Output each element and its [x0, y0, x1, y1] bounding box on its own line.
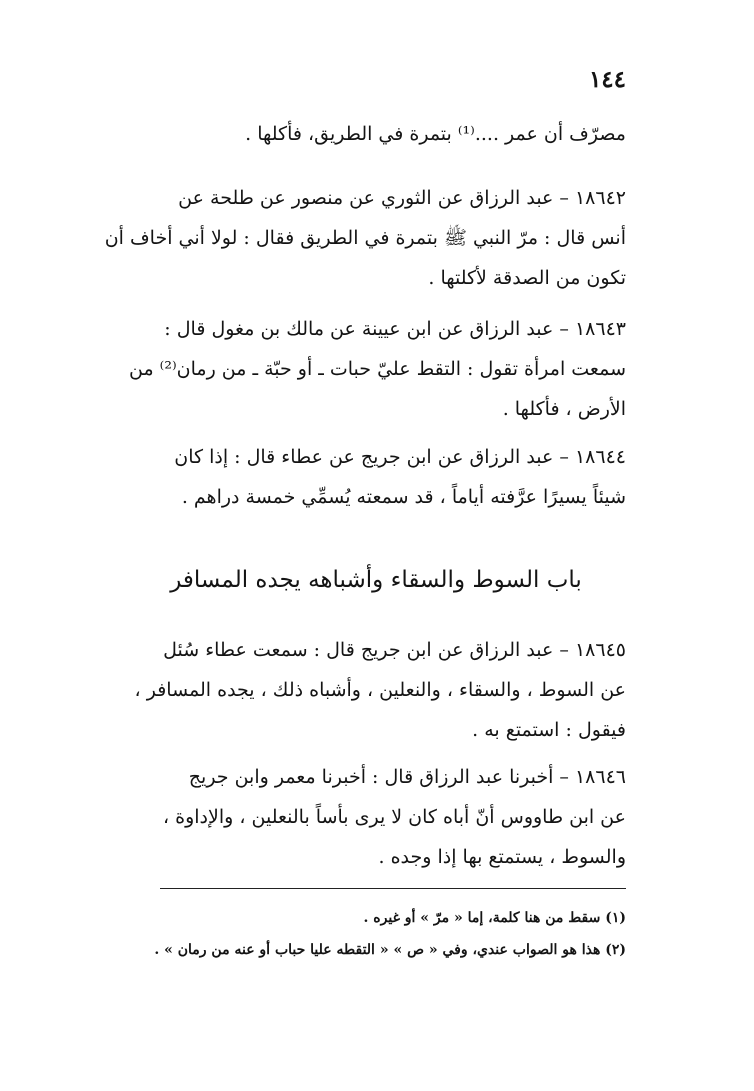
paragraph-18645	[126, 630, 626, 750]
paragraph-18643	[126, 309, 626, 429]
text-line: ١٨٦٤٣ – عبد الرزاق عن ابن عيينة عن مالك بن مغول قال :	[164, 318, 626, 340]
text-line: فيقول : استمتع به .	[472, 719, 626, 741]
text-line: عن السوط ، والسقاء ، والنعلين ، وأشباه ذلك ، يجده المسافر ،	[134, 679, 626, 701]
paragraph-18642	[104, 178, 626, 298]
text-line: سمعت امرأة تقول : التقط عليّ حبات ـ أو حبّة ـ من رمان⁽²⁾ من	[129, 358, 626, 380]
text-line: ١٨٦٤٥ – عبد الرزاق عن ابن جريج قال : سمعت عطاء سُئل	[163, 639, 626, 661]
paragraph-18646	[126, 757, 626, 877]
paragraph-continuation	[126, 114, 626, 154]
footnote-divider	[160, 888, 626, 889]
text-line: تكون من الصدقة لأكلتها .	[428, 267, 626, 289]
paragraph-18644	[126, 437, 626, 517]
text-line: شيئاً يسيرًا عرَّفته أياماً ، قد سمعته يُسمِّي خمسة دراهم .	[181, 486, 626, 508]
footnote-1: (١) سقط من هنا كلمة، إما « مرّ » أو غيره .	[363, 910, 626, 926]
text-line: أنس قال : مرّ النبي ﷺ بتمرة في الطريق فقال : لولا أني أخاف أن	[104, 227, 626, 249]
text-line: مصرّف أن عمر ....⁽¹⁾ بتمرة في الطريق، فأكلها .	[245, 123, 626, 145]
page-number: ١٤٤	[588, 66, 626, 93]
chapter-heading: باب السوط والسقاء وأشباهه يجده المسافر	[170, 567, 582, 593]
text-line: الأرض ، فأكلها .	[502, 398, 626, 420]
text-line: ١٨٦٤٢ – عبد الرزاق عن الثوري عن منصور عن طلحة عن	[178, 187, 626, 209]
text-line: ١٨٦٤٤ – عبد الرزاق عن ابن جريج عن عطاء قال : إذا كان	[174, 446, 626, 468]
text-line: والسوط ، يستمتع بها إذا وجده .	[378, 846, 626, 868]
text-line: ١٨٦٤٦ – أخبرنا عبد الرزاق قال : أخبرنا معمر وابن جريج	[188, 766, 626, 788]
text-line: عن ابن طاووس أنّ أباه كان لا يرى بأساً بالنعلين ، والإداوة ،	[162, 806, 626, 828]
footnote-2: (٢) هذا هو الصواب عندي، وفي « ص » « التقطه عليا حباب أو عنه من رمان » .	[154, 942, 626, 958]
